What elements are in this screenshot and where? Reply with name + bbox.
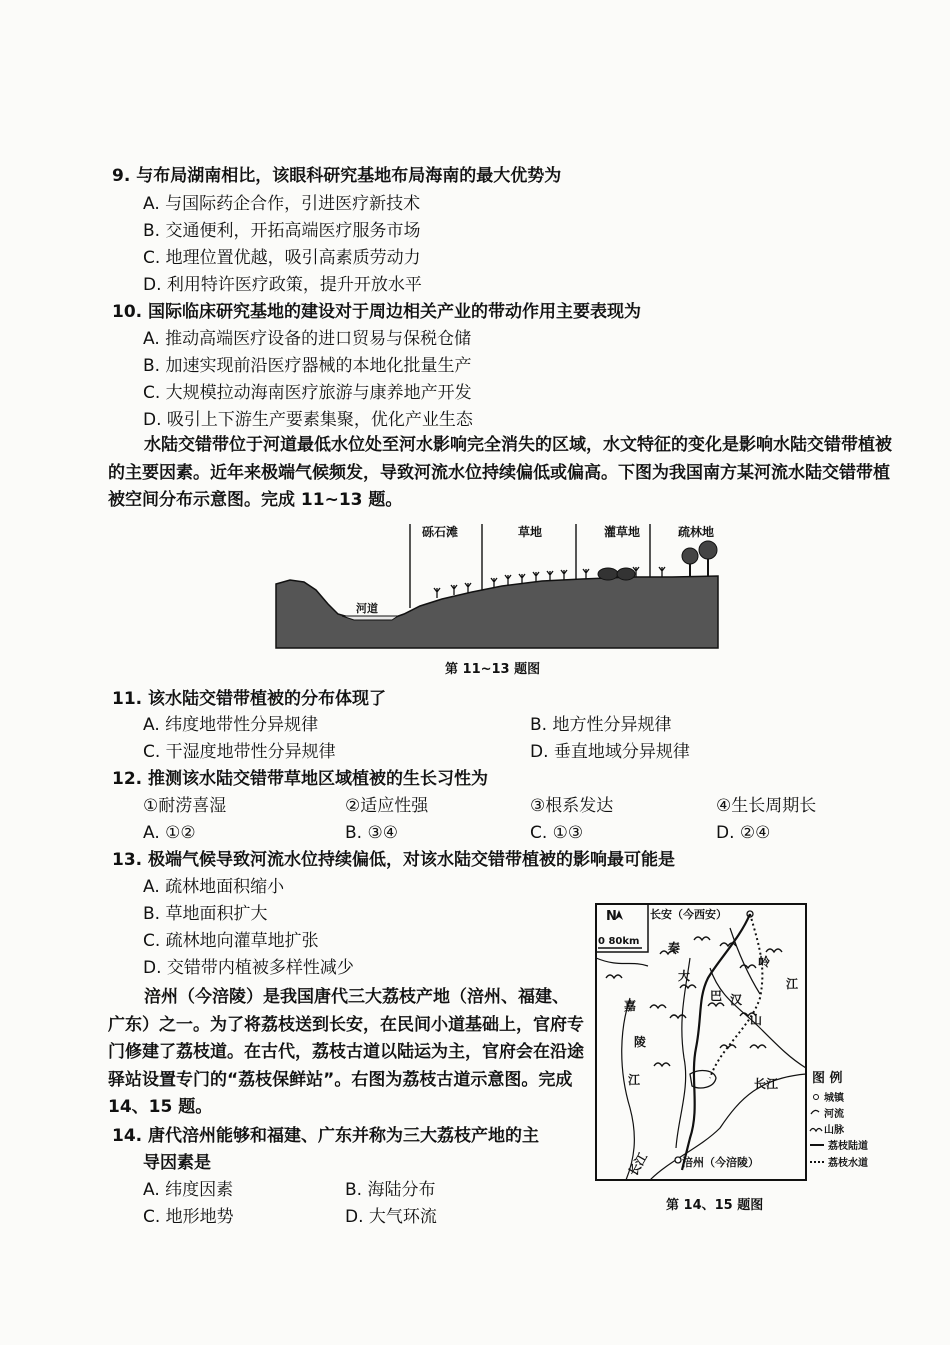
q12-option-a: A. ①② — [143, 823, 196, 843]
map-label-ling: 岭 — [758, 955, 771, 969]
q14-option-b: B. 海陆分布 — [345, 1180, 436, 1200]
shrub-symbol — [617, 568, 635, 580]
legend-river: 河流 — [824, 1109, 844, 1120]
q11-option-a: A. 纬度地带性分异规律 — [143, 715, 319, 735]
ecotone-profile-figure — [272, 518, 722, 652]
map-label-yangtze-west: 长江 — [625, 1150, 651, 1179]
passage-lychee-road: 涪州（今涪陵）是我国唐代三大荔枝产地（涪州、福建、广东）之一。为了将荔枝送到长安，在民间小道基础上，官府专门修建了荔枝道。在古代，荔枝古道以陆运为主，官府会在沿途驿站设置专门的“荔枝保鲜站”。右图为荔枝古道示意图。完成 14、15 题。 — [108, 987, 584, 1117]
map-label-shan: 山 — [750, 1013, 763, 1027]
rivers — [596, 928, 806, 1180]
q10-option-b: B. 加速实现前沿医疗器械的本地化批量生产 — [143, 356, 472, 376]
legend-water-route: 荔枝水道 — [828, 1158, 868, 1169]
tree-symbol — [682, 548, 698, 576]
zone-label-shrub-grass: 灌草地 — [604, 525, 641, 539]
q9-option-b: B. 交通便利，开拓高端医疗服务市场 — [143, 221, 421, 241]
shrub-symbol — [598, 568, 618, 580]
q14-stem-line2: 导因素是 — [143, 1153, 211, 1173]
lychee-road-map — [590, 898, 890, 1184]
q9-option-a: A. 与国际药企合作，引进医疗新技术 — [143, 194, 421, 214]
map-label-qin: 秦 — [668, 941, 681, 955]
passage-water-land-ecotone: 水陆交错带位于河道最低水位处至河水影响完全消失的区域，水文特征的变化是影响水陆交错带植被的主要因素。近年来极端气候频发，导致河流水位持续偏低或偏高。下图为我国南方某河流水陆交错带植被空间分布示意图。完成 11~13 题。 — [108, 435, 892, 510]
north-arrow-label: N — [606, 909, 617, 924]
q14-option-a: A. 纬度因素 — [143, 1180, 234, 1200]
legend-town-icon — [814, 1095, 819, 1100]
q12-option-d: D. ②④ — [716, 823, 771, 843]
map-label-yangtze-east: 长江 — [754, 1077, 779, 1091]
q13-option-d: D. 交错带内植被多样性减少 — [143, 958, 354, 978]
q12-option-c: C. ①③ — [530, 823, 584, 843]
q12-item-2: ②适应性强 — [345, 796, 429, 816]
q12-stem: 12. 推测该水陆交错带草地区域植被的生长习性为 — [112, 769, 489, 789]
legend-town: 城镇 — [824, 1093, 844, 1104]
q12-item-1: ①耐涝喜湿 — [143, 796, 227, 816]
map-label-ba: 巴 — [710, 989, 723, 1003]
legend-river-icon — [811, 1110, 819, 1114]
q13-option-c: C. 疏林地向灌草地扩张 — [143, 931, 319, 951]
zone-label-grass: 草地 — [518, 525, 543, 539]
zone-label-gravel: 砾石滩 — [422, 525, 459, 539]
q13-option-b: B. 草地面积扩大 — [143, 904, 268, 924]
legend-land-route: 荔枝陆道 — [828, 1141, 868, 1152]
figure1-caption: 第 11~13 题图 — [445, 662, 541, 677]
scale-label: 0 80km — [598, 936, 640, 947]
q9-stem: 9. 与布局湖南相比，该眼科研究基地布局海南的最大优势为 — [112, 166, 562, 186]
river-label: 河道 — [356, 602, 378, 615]
q14-option-d: D. 大气环流 — [345, 1207, 437, 1227]
map-label-jiang-han: 江 — [786, 977, 799, 991]
q10-option-a: A. 推动高端医疗设备的进口贸易与保税仓储 — [143, 329, 472, 349]
figure2-caption: 第 14、15 题图 — [666, 1198, 764, 1213]
city-changan-label: 长安（今西安） — [650, 908, 727, 921]
q13-stem: 13. 极端气候导致河流水位持续偏低，对该水陆交错带植被的影响最可能是 — [112, 850, 676, 870]
legend-title: 图 例 — [812, 1071, 843, 1086]
q14-stem-line1: 14. 唐代涪州能够和福建、广东并称为三大荔枝产地的主 — [112, 1126, 540, 1146]
city-fuzhou-label: 涪州（今涪陵） — [682, 1156, 759, 1169]
q9-option-c: C. 地理位置优越，吸引高素质劳动力 — [143, 248, 421, 268]
q9-option-d: D. 利用特许医疗政策，提升开放水平 — [143, 275, 422, 295]
legend-mountain-icon — [810, 1129, 822, 1132]
q10-option-d: D. 吸引上下游生产要素集聚，优化产业生态 — [143, 410, 473, 430]
q13-option-a: A. 疏林地面积缩小 — [143, 877, 285, 897]
city-marker — [675, 1157, 681, 1163]
q12-option-b: B. ③④ — [345, 823, 398, 843]
map-label-jia: 嘉 — [624, 999, 637, 1013]
q12-item-3: ③根系发达 — [530, 796, 614, 816]
map-label-ling-jialing: 陵 — [634, 1035, 647, 1049]
q10-stem: 10. 国际临床研究基地的建设对于周边相关产业的带动作用主要表现为 — [112, 302, 642, 322]
map-label-han: 汉 — [730, 993, 743, 1007]
zone-label-sparse-forest: 疏林地 — [678, 525, 715, 539]
q11-stem: 11. 该水陆交错带植被的分布体现了 — [112, 689, 387, 709]
q10-option-c: C. 大规模拉动海南医疗旅游与康养地产开发 — [143, 383, 472, 403]
tree-symbol — [699, 541, 717, 576]
map-label-jiang-jialing: 江 — [628, 1073, 641, 1087]
q11-option-c: C. 干湿度地带性分异规律 — [143, 742, 336, 762]
q11-option-b: B. 地方性分异规律 — [530, 715, 672, 735]
map-label-da: 大 — [678, 969, 691, 983]
q11-option-d: D. 垂直地域分异规律 — [530, 742, 690, 762]
legend-mountain: 山脉 — [824, 1125, 844, 1136]
terrain-profile — [276, 576, 718, 648]
q12-item-4: ④生长周期长 — [716, 796, 817, 816]
q14-option-c: C. 地形地势 — [143, 1207, 234, 1227]
